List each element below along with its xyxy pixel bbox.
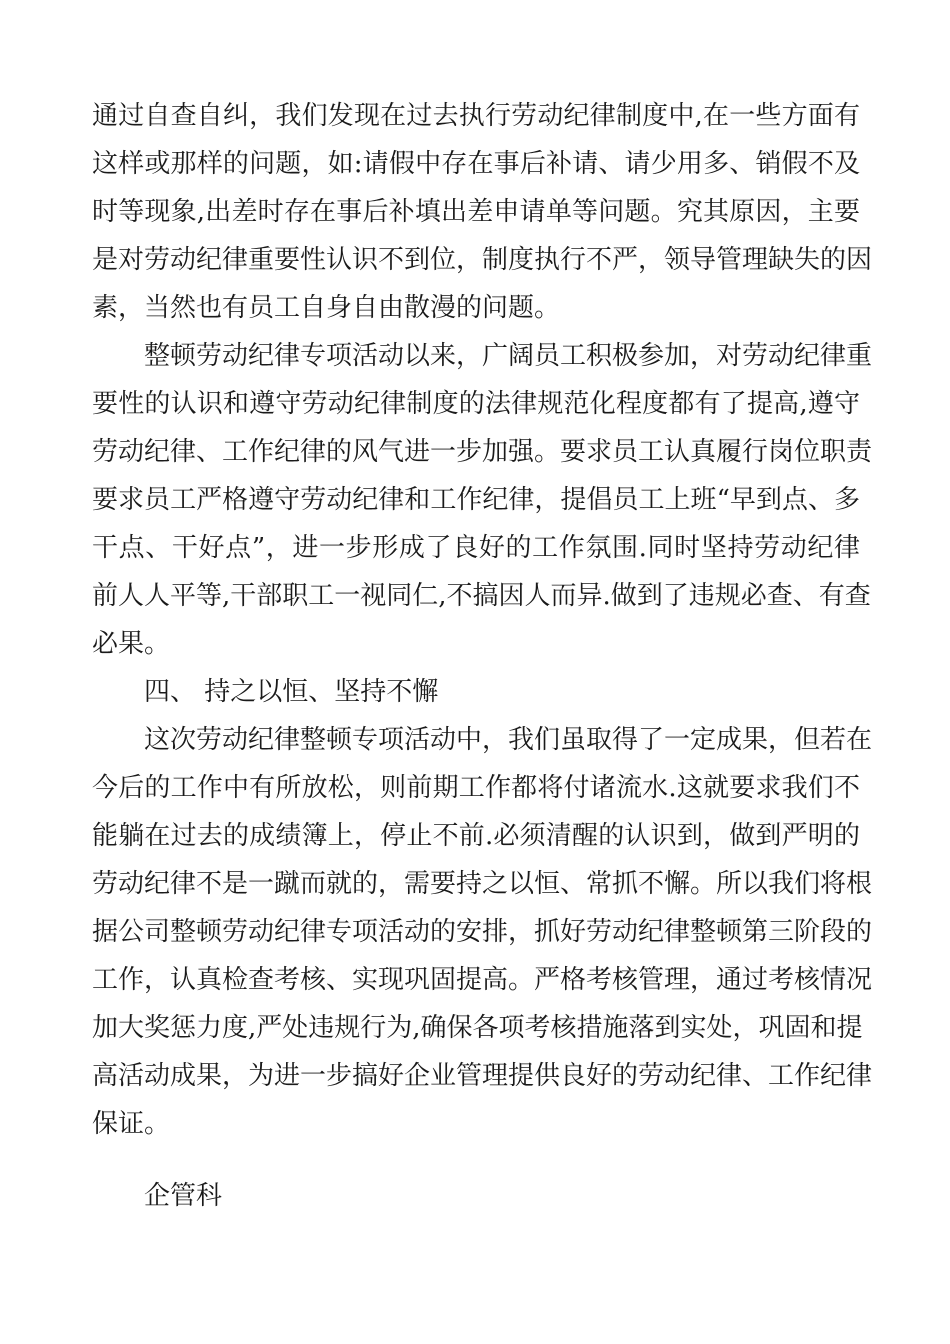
text-line: 整顿劳动纪律专项活动以来，广阔员工积极参加，对劳动纪律重 <box>144 341 873 371</box>
text-line: 这样或那样的问题，如:请假中存在事后补请、请少用多、销假不及 <box>92 149 860 179</box>
text-line: 要性的认识和遵守劳动纪律制度的法律规范化程度都有了提高,遵守 <box>92 389 860 419</box>
signature-department: 企管科 <box>144 1181 223 1211</box>
section-heading: 四、 持之以恒、坚持不懈 <box>144 677 439 707</box>
document-page <box>92 92 873 1220</box>
text-line: 劳动纪律、工作纪律的风气进一步加强。要求员工认真履行岗位职责 <box>92 437 873 467</box>
text-line: 前人人平等,干部职工一视同仁,不搞因人而异.做到了违规必查、有查 <box>92 581 871 611</box>
text-line: 劳动纪律不是一蹴而就的，需要持之以恒、常抓不懈。所以我们将根 <box>92 869 873 899</box>
text-line: 要求员工严格遵守劳动纪律和工作纪律，提倡员工上班“早到点、多 <box>92 485 860 515</box>
text-line: 这次劳动纪律整顿专项活动中，我们虽取得了一定成果，但若在 <box>144 725 873 755</box>
text-line: 据公司整顿劳动纪律专项活动的安排，抓好劳动纪律整顿第三阶段的 <box>92 917 873 947</box>
text-line: 干点、干好点”，进一步形成了良好的工作氛围.同时坚持劳动纪律 <box>92 533 860 563</box>
paragraph-perseverance <box>92 716 873 1148</box>
paragraph-rectification-results <box>92 332 873 668</box>
text-line: 素，当然也有员工自身自由散漫的问题。 <box>92 293 561 323</box>
paragraph-self-inspection <box>92 92 873 332</box>
text-line: 今后的工作中有所放松，则前期工作都将付诸流水.这就要求我们不 <box>92 773 860 803</box>
text-line: 高活动成果，为进一步搞好企业管理提供良好的劳动纪律、工作纪律 <box>92 1061 873 1091</box>
text-line: 时等现象,出差时存在事后补填出差申请单等问题。究其原因，主要 <box>92 197 860 227</box>
text-line: 必果。 <box>92 629 171 659</box>
text-line: 是对劳动纪律重要性认识不到位，制度执行不严，领导管理缺失的因 <box>92 245 873 275</box>
text-line: 加大奖惩力度,严处违规行为,确保各项考核措施落到实处，巩固和提 <box>92 1013 863 1043</box>
text-line: 通过自查自纠，我们发现在过去执行劳动纪律制度中,在一些方面有 <box>92 101 860 131</box>
text-line: 保证。 <box>92 1109 171 1139</box>
text-line: 工作，认真检查考核、实现巩固提高。严格考核管理，通过考核情况 <box>92 965 873 995</box>
text-line: 能躺在过去的成绩簿上，停止不前.必须清醒的认识到，做到严明的 <box>92 821 860 851</box>
